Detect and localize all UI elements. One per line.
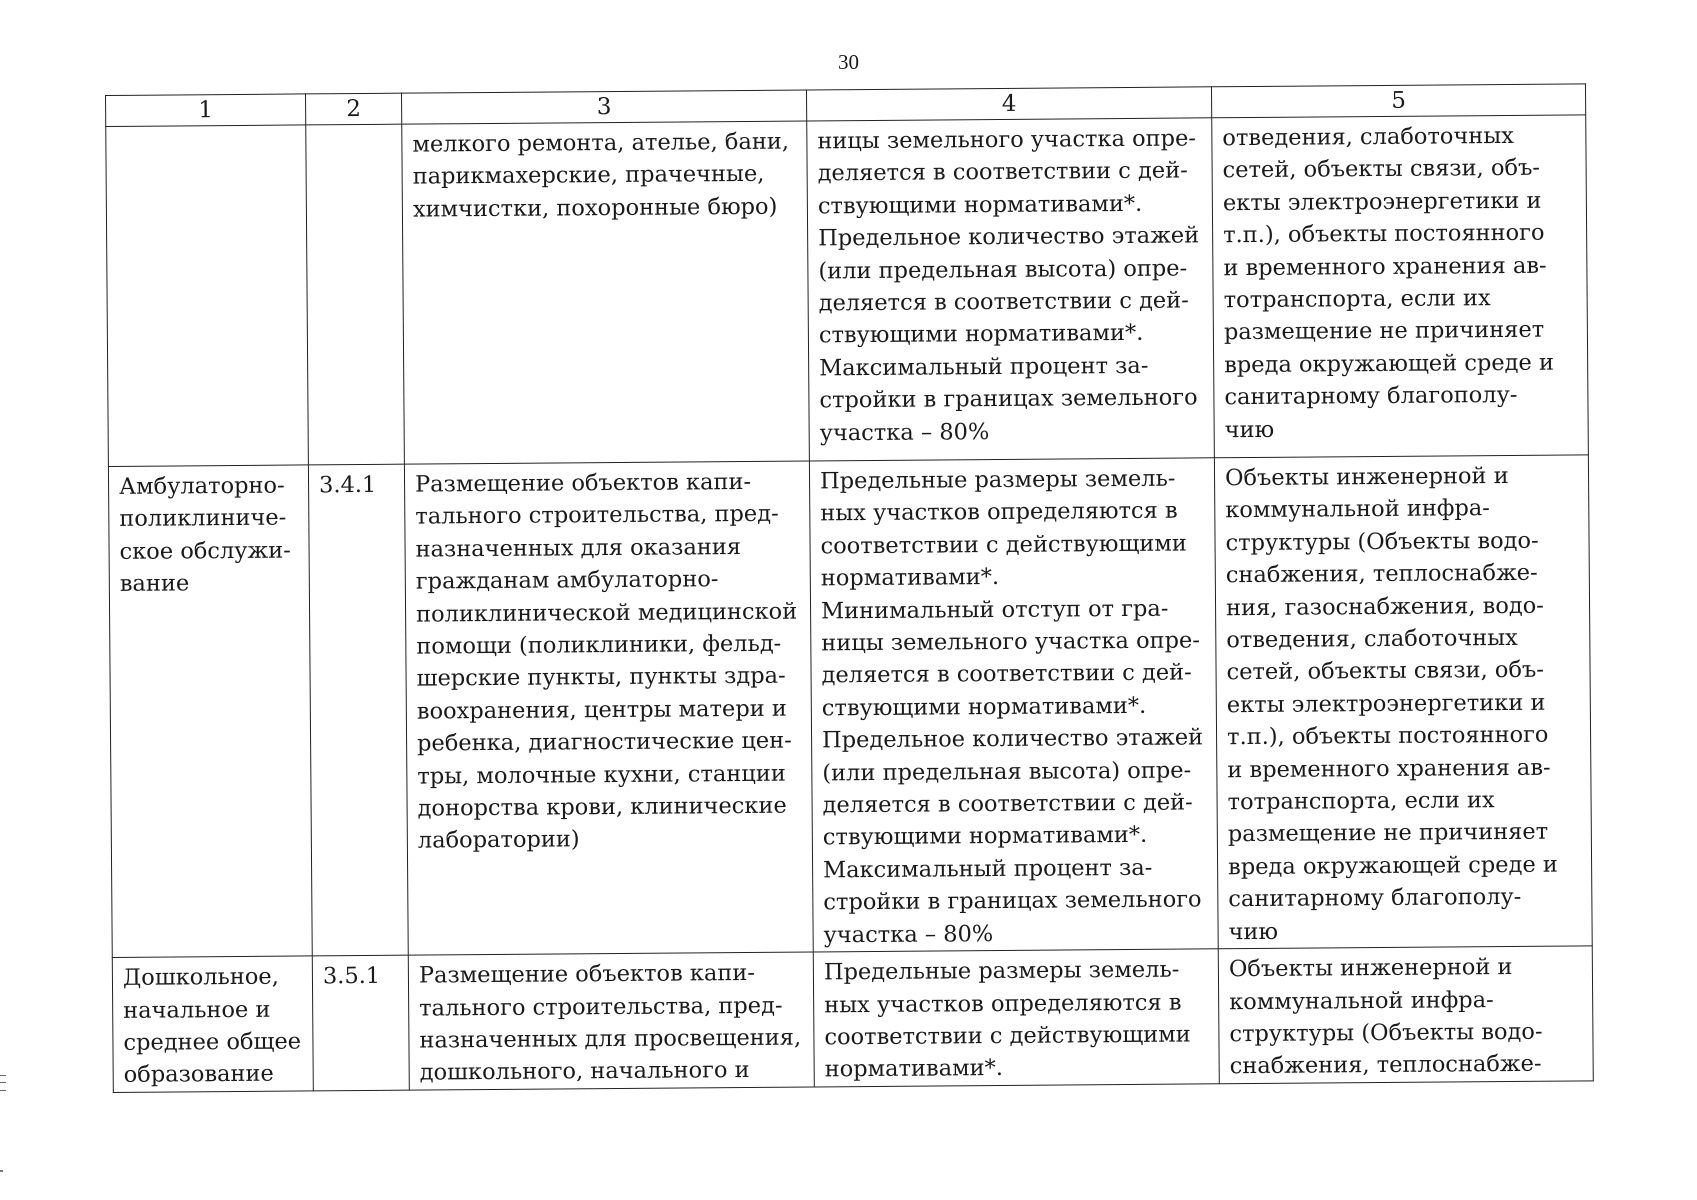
parameters-cell: Предельные размеры земель- ных участков определяются в соответствии с действующими нормативами*. Минимальный отступ от гра- ницы земельного участка опре- деляется в соответствии с дей- ствующими нормативами*. Предельное количество этажей (или предельная высота) опре- деляется в соответствии с дей- ствующими нормативами*. Максимальный процент за- стройки в границах земельного участка – 80% xyxy=(809,458,1218,952)
column-header-3: 3 xyxy=(401,90,806,124)
description-cell: мелкого ремонта, ателье, бани, парикмахерские, прачечные, химчистки, похоронные бюро) xyxy=(402,121,810,464)
description-cell: Размещение объектов капи- тального строительства, пред- назначенных для оказания гражданам амбулаторно- поликлинической медицинской помощи (поликлиники, фельд- шерские пункты, пункты здра- воохранения, центры матери и ребенка, диагностические цен- тры, молочные кухни, станции донорства крови, клинические лаборатории) xyxy=(404,461,813,955)
land-use-table xyxy=(105,83,1594,1092)
document-page xyxy=(105,83,1593,1092)
use-type-cell xyxy=(106,125,309,467)
parameters-cell: Предельные размеры земель- ных участков определяются в соответствии с действующими нормативами*. xyxy=(813,949,1219,1087)
column-header-4: 4 xyxy=(806,87,1211,121)
auxiliary-uses-cell: Объекты инженерной и коммунальной инфра- структуры (Объекты водо- снабжения, теплоснабже- ния, газоснабжения, водо- отведения, слаботочных сетей, объекты связи, объ- екты электроэнергетики и т.п.), объекты постоянного и временного хранения ав- тотранспорта, если их размещение не причиняет вреда окружающей среде и санитарному благополу- чию xyxy=(1214,455,1592,949)
use-type-cell: Дошкольное, начальное и среднее общее образование xyxy=(112,956,313,1092)
column-header-1: 1 xyxy=(106,94,306,127)
page-number: 30 xyxy=(838,50,859,74)
table-row xyxy=(108,455,1592,958)
description-cell: Размещение объектов капи- тального строительства, пред- назначенных для просвещения, дошкольного, начального и xyxy=(408,952,814,1090)
table-row xyxy=(106,115,1589,467)
code-cell xyxy=(306,124,405,465)
scan-edge-dot xyxy=(0,1170,3,1172)
auxiliary-uses-cell: Объекты инженерной и коммунальной инфра- структуры (Объекты водо- снабжения, теплоснабже- xyxy=(1218,946,1593,1084)
parameters-cell: ницы земельного участка опре- деляется в соответствии с дей- ствующими нормативами*. Предельное количество этажей (или предельная высота) опре- деляется в соответствии с дей- ствующими нормативами*. Максимальный процент за- стройки в границах земельного участка – 80% xyxy=(807,118,1215,461)
use-type-cell: Амбулаторно- поликлиниче- ское обслужи- вание xyxy=(108,465,312,958)
code-cell: 3.5.1 xyxy=(312,955,409,1090)
table-row xyxy=(112,946,1593,1092)
column-header-5: 5 xyxy=(1211,84,1585,118)
code-cell: 3.4.1 xyxy=(308,464,408,956)
column-header-2: 2 xyxy=(305,93,401,125)
scan-edge-mark xyxy=(0,1075,6,1091)
auxiliary-uses-cell: отведения, слаботочных сетей, объекты связи, объ- екты электроэнергетики и т.п.), объекты постоянного и временного хранения ав- тотранспорта, если их размещение не причиняет вреда окружающей среде и санитарному благополу- чию xyxy=(1212,115,1589,458)
